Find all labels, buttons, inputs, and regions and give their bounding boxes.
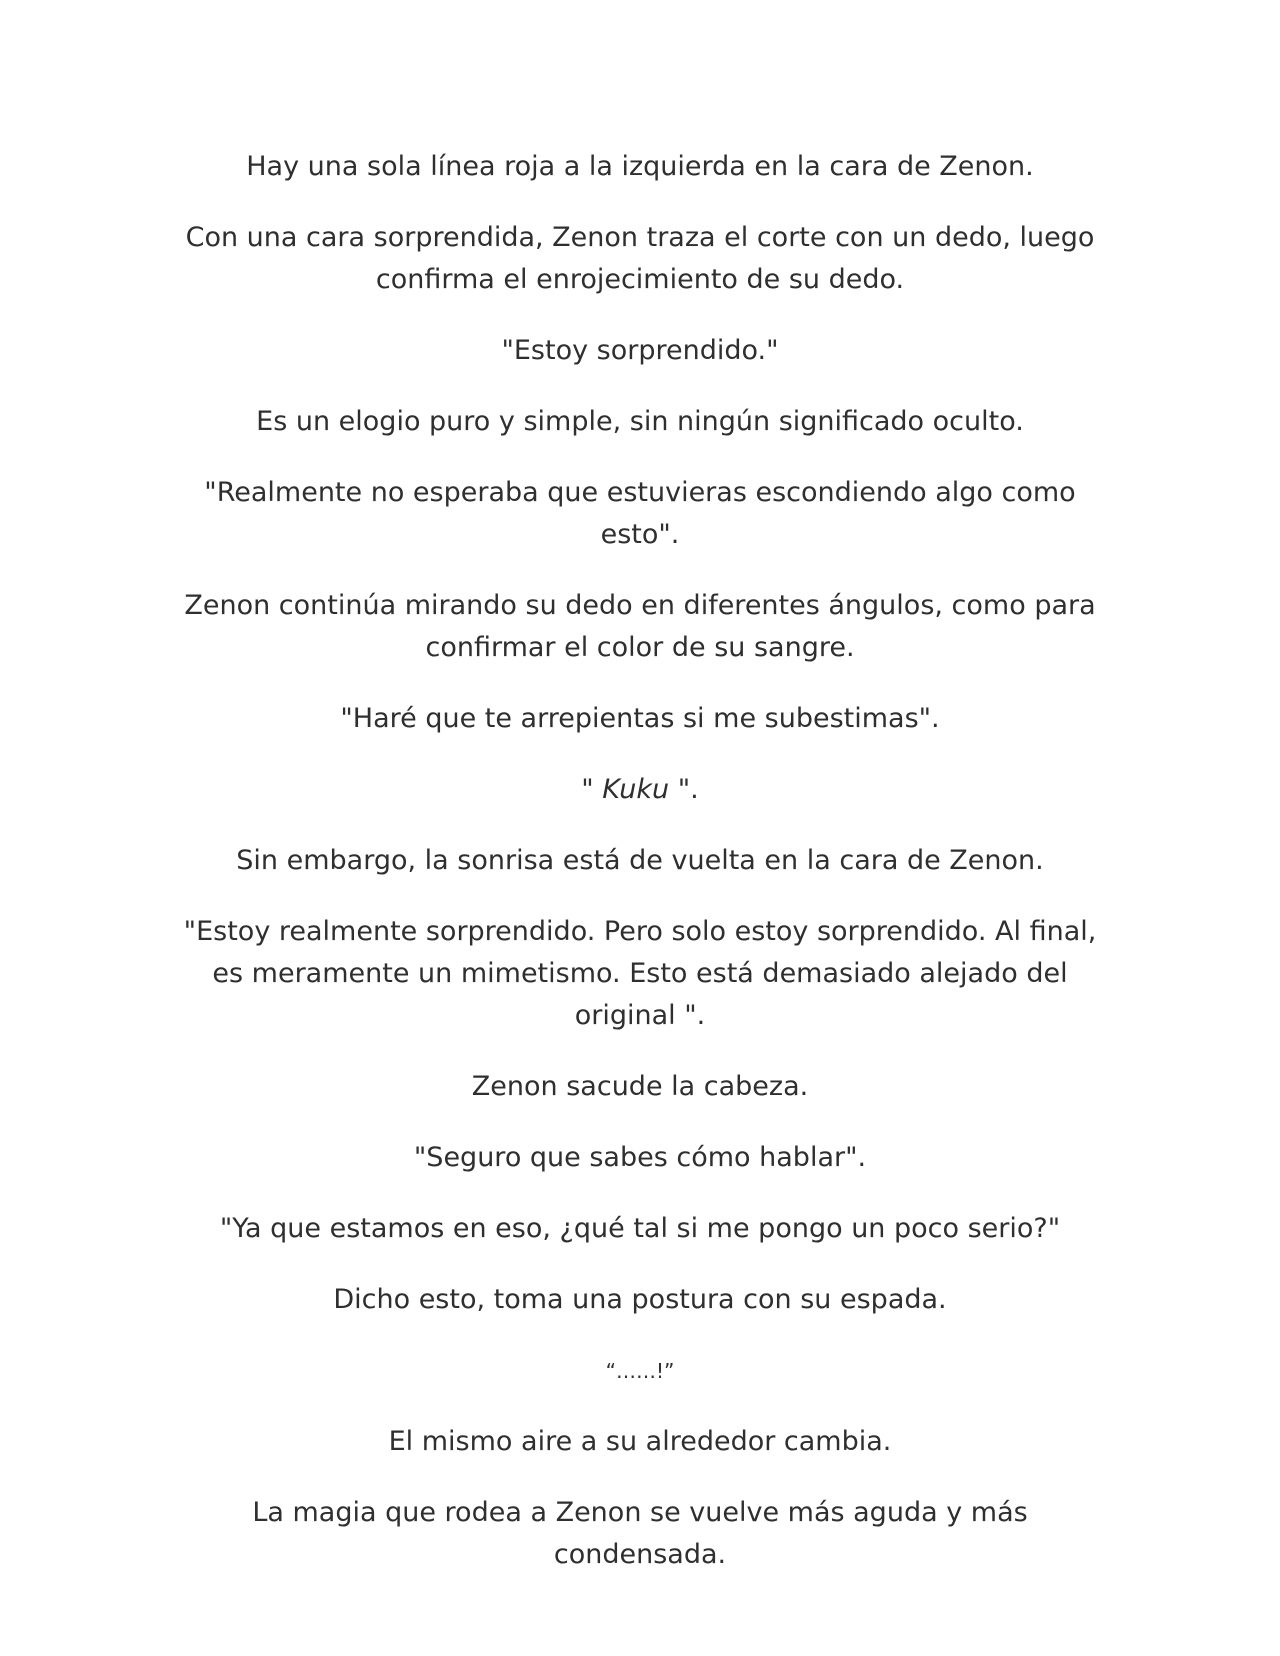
dialogue-line: "Ya que estamos en eso, ¿qué tal si me pongo un poco serio?": [219, 1213, 1061, 1244]
paragraph: Hay una sola línea roja a la izquierda en la cara de Zenon.: [246, 151, 1034, 182]
emphasized-word: Kuku: [602, 774, 670, 805]
quote-open: ": [581, 774, 603, 805]
dialogue-line-kuku: [175, 769, 1105, 811]
paragraph: La magia que rodea a Zenon se vuelve más aguda y más condensada.: [252, 1497, 1028, 1570]
paragraph: Dicho esto, toma una postura con su espada.: [333, 1284, 947, 1315]
paragraph: Zenon sacude la cabeza.: [471, 1071, 809, 1102]
dialogue-line: "Seguro que sabes cómo hablar".: [413, 1142, 867, 1173]
dialogue-line: "Haré que te arrepientas si me subestimas".: [340, 703, 940, 734]
dialogue-line: "Estoy realmente sorprendido. Pero solo estoy sorprendido. Al final, es meramente un mimetismo. Esto está demasiado alejado del original ".: [183, 916, 1097, 1031]
paragraph: Con una cara sorprendida, Zenon traza el corte con un dedo, luego confirma el enrojecimiento de su dedo.: [185, 222, 1095, 295]
story-text: [175, 146, 1105, 1605]
paragraph: Es un elogio puro y simple, sin ningún significado oculto.: [256, 406, 1024, 437]
paragraph: Sin embargo, la sonrisa está de vuelta en la cara de Zenon.: [236, 845, 1044, 876]
quote-close: ".: [669, 774, 699, 805]
paragraph: El mismo aire a su alrededor cambia.: [388, 1426, 892, 1457]
dialogue-line: “……!”: [605, 1359, 675, 1383]
paragraph: Zenon continúa mirando su dedo en diferentes ángulos, como para confirmar el color de su sangre.: [184, 590, 1096, 663]
dialogue-line: "Realmente no esperaba que estuvieras escondiendo algo como esto".: [204, 477, 1076, 550]
dialogue-line: "Estoy sorprendido.": [501, 335, 779, 366]
